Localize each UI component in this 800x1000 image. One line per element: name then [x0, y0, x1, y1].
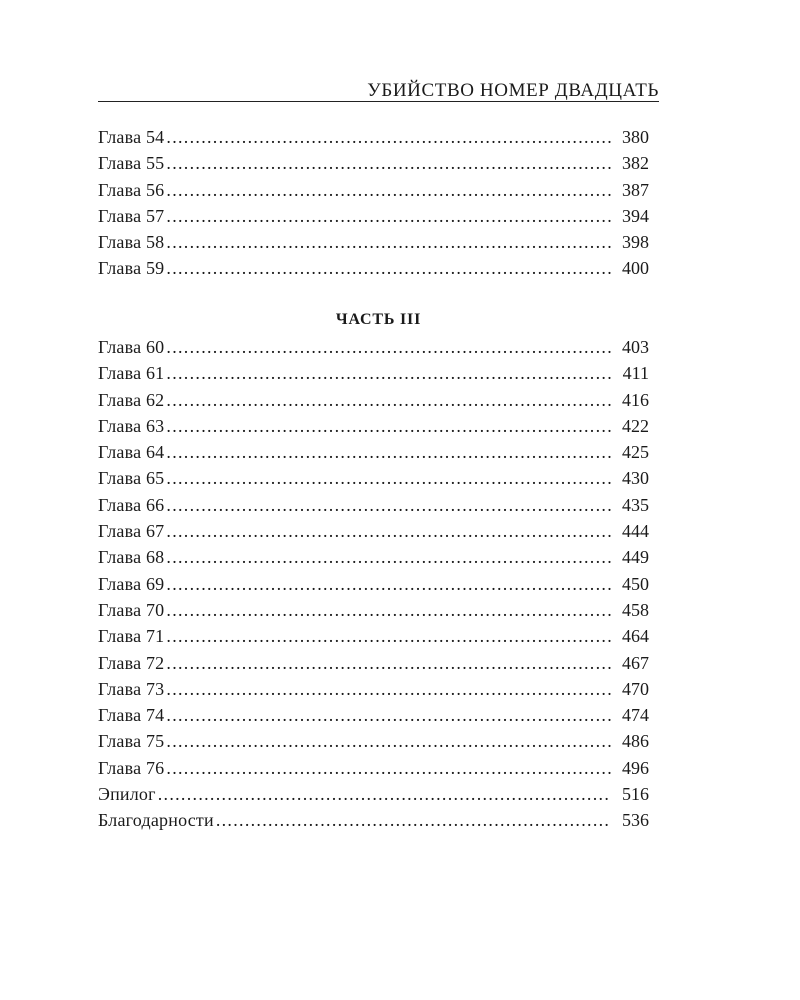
toc-entry-label: Глава 68 [98, 547, 165, 568]
toc-dot-leader [166, 413, 611, 439]
toc-dot-leader [166, 465, 611, 491]
toc-entry [98, 544, 649, 570]
toc-entry-label: Глава 57 [98, 205, 165, 226]
toc-entry-label: Глава 74 [98, 705, 165, 726]
toc-entry-page-number: 496 [622, 757, 649, 778]
toc-entry-page-number: 474 [622, 705, 649, 726]
toc-entry-page-number: 403 [622, 337, 649, 357]
toc-entry [98, 124, 649, 150]
running-head-title: УБИЙСТВО НОМЕР ДВАДЦАТЬ [367, 80, 659, 101]
toc-entry-page-number: 380 [622, 127, 649, 147]
toc-entry [98, 360, 649, 386]
toc-entry-label: Глава 66 [98, 494, 165, 515]
toc-dot-leader [166, 229, 611, 255]
toc-entry-page-number: 387 [622, 179, 649, 200]
toc-entry-page-number: 536 [622, 810, 649, 831]
toc-dot-leader [158, 781, 611, 807]
toc-dot-leader [166, 702, 611, 728]
toc-entry-label: Глава 61 [98, 363, 165, 384]
toc-dot-leader [166, 334, 611, 360]
toc-entry-page-number: 425 [622, 442, 649, 463]
toc-entry [98, 387, 649, 413]
toc-entry-label: Глава 67 [98, 521, 165, 542]
toc-entry-label: Глава 63 [98, 415, 165, 436]
toc-entry-page-number: 430 [622, 468, 649, 489]
toc-entry-page-number: 516 [622, 784, 649, 805]
toc-list-before-part [98, 124, 649, 282]
toc-entry [98, 413, 649, 439]
toc-dot-leader [166, 492, 611, 518]
toc-dot-leader [166, 150, 611, 176]
toc-entry-page-number: 470 [622, 678, 649, 699]
toc-dot-leader [166, 623, 611, 649]
toc-entry [98, 597, 649, 623]
toc-entry-label: Глава 75 [98, 731, 165, 752]
toc-entry-label: Эпилог [98, 784, 156, 805]
toc-entry [98, 203, 649, 229]
toc-entry [98, 781, 649, 807]
toc-entry [98, 571, 649, 597]
toc-dot-leader [166, 571, 611, 597]
toc-entry-page-number: 382 [622, 153, 649, 174]
toc-dot-leader [166, 124, 611, 150]
toc-entry [98, 492, 649, 518]
toc-entry [98, 623, 649, 649]
toc-entry-label: Благодарности [98, 810, 214, 831]
toc-entry-label: Глава 76 [98, 757, 165, 778]
toc-entry-page-number: 464 [622, 626, 649, 647]
toc-entry [98, 334, 649, 360]
toc-dot-leader [166, 360, 611, 386]
toc-dot-leader [166, 544, 611, 570]
toc-entry [98, 755, 649, 781]
toc-list-after-part [98, 334, 649, 834]
header-rule [98, 101, 659, 102]
toc-entry-label: Глава 62 [98, 389, 165, 410]
toc-entry [98, 650, 649, 676]
toc-entry [98, 807, 649, 833]
toc-entry [98, 229, 649, 255]
toc-dot-leader [166, 755, 611, 781]
toc-entry-page-number: 449 [622, 547, 649, 568]
toc-dot-leader [166, 203, 611, 229]
toc-entry-label: Глава 60 [98, 337, 165, 357]
toc-dot-leader [166, 518, 611, 544]
toc-dot-leader [166, 439, 611, 465]
toc-entry-label: Глава 65 [98, 468, 165, 489]
part-heading: ЧАСТЬ III [335, 311, 422, 328]
toc-entry-page-number: 444 [622, 521, 649, 542]
toc-entry-page-number: 435 [622, 494, 649, 515]
toc-entry-label: Глава 70 [98, 599, 165, 620]
toc-entry-label: Глава 54 [98, 127, 165, 147]
toc-entry-label: Глава 71 [98, 626, 165, 647]
toc-dot-leader [166, 650, 611, 676]
toc-entry [98, 676, 649, 702]
toc-dot-leader [166, 728, 611, 754]
toc-entry-page-number: 400 [622, 258, 649, 279]
toc-entry-label: Глава 69 [98, 573, 165, 594]
toc-entry [98, 702, 649, 728]
toc-entry [98, 465, 649, 491]
toc-entry-label: Глава 64 [98, 442, 165, 463]
toc-dot-leader [166, 255, 611, 281]
toc-entry-page-number: 467 [622, 652, 649, 673]
toc-dot-leader [166, 387, 611, 413]
toc-entry-label: Глава 73 [98, 678, 165, 699]
toc-entry [98, 255, 649, 281]
toc-dot-leader [166, 597, 611, 623]
toc-entry-page-number: 458 [622, 599, 649, 620]
toc-entry [98, 518, 649, 544]
toc-entry-page-number: 486 [622, 731, 649, 752]
toc-entry-label: Глава 55 [98, 153, 165, 174]
toc-dot-leader [166, 177, 611, 203]
toc-entry [98, 439, 649, 465]
toc-entry [98, 728, 649, 754]
toc-entry-label: Глава 56 [98, 179, 165, 200]
toc-entry-page-number: 394 [622, 205, 649, 226]
toc-entry-label: Глава 58 [98, 232, 165, 253]
toc-dot-leader [216, 807, 611, 833]
toc-entry-page-number: 416 [622, 389, 649, 410]
toc-entry-page-number: 422 [622, 415, 649, 436]
toc-entry [98, 150, 649, 176]
toc-entry-label: Глава 72 [98, 652, 165, 673]
toc-entry [98, 177, 649, 203]
toc-dot-leader [166, 676, 611, 702]
toc-entry-page-number: 450 [622, 573, 649, 594]
toc-entry-page-number: 398 [622, 232, 649, 253]
toc-entry-label: Глава 59 [98, 258, 165, 279]
toc-entry-page-number: 411 [622, 363, 649, 384]
